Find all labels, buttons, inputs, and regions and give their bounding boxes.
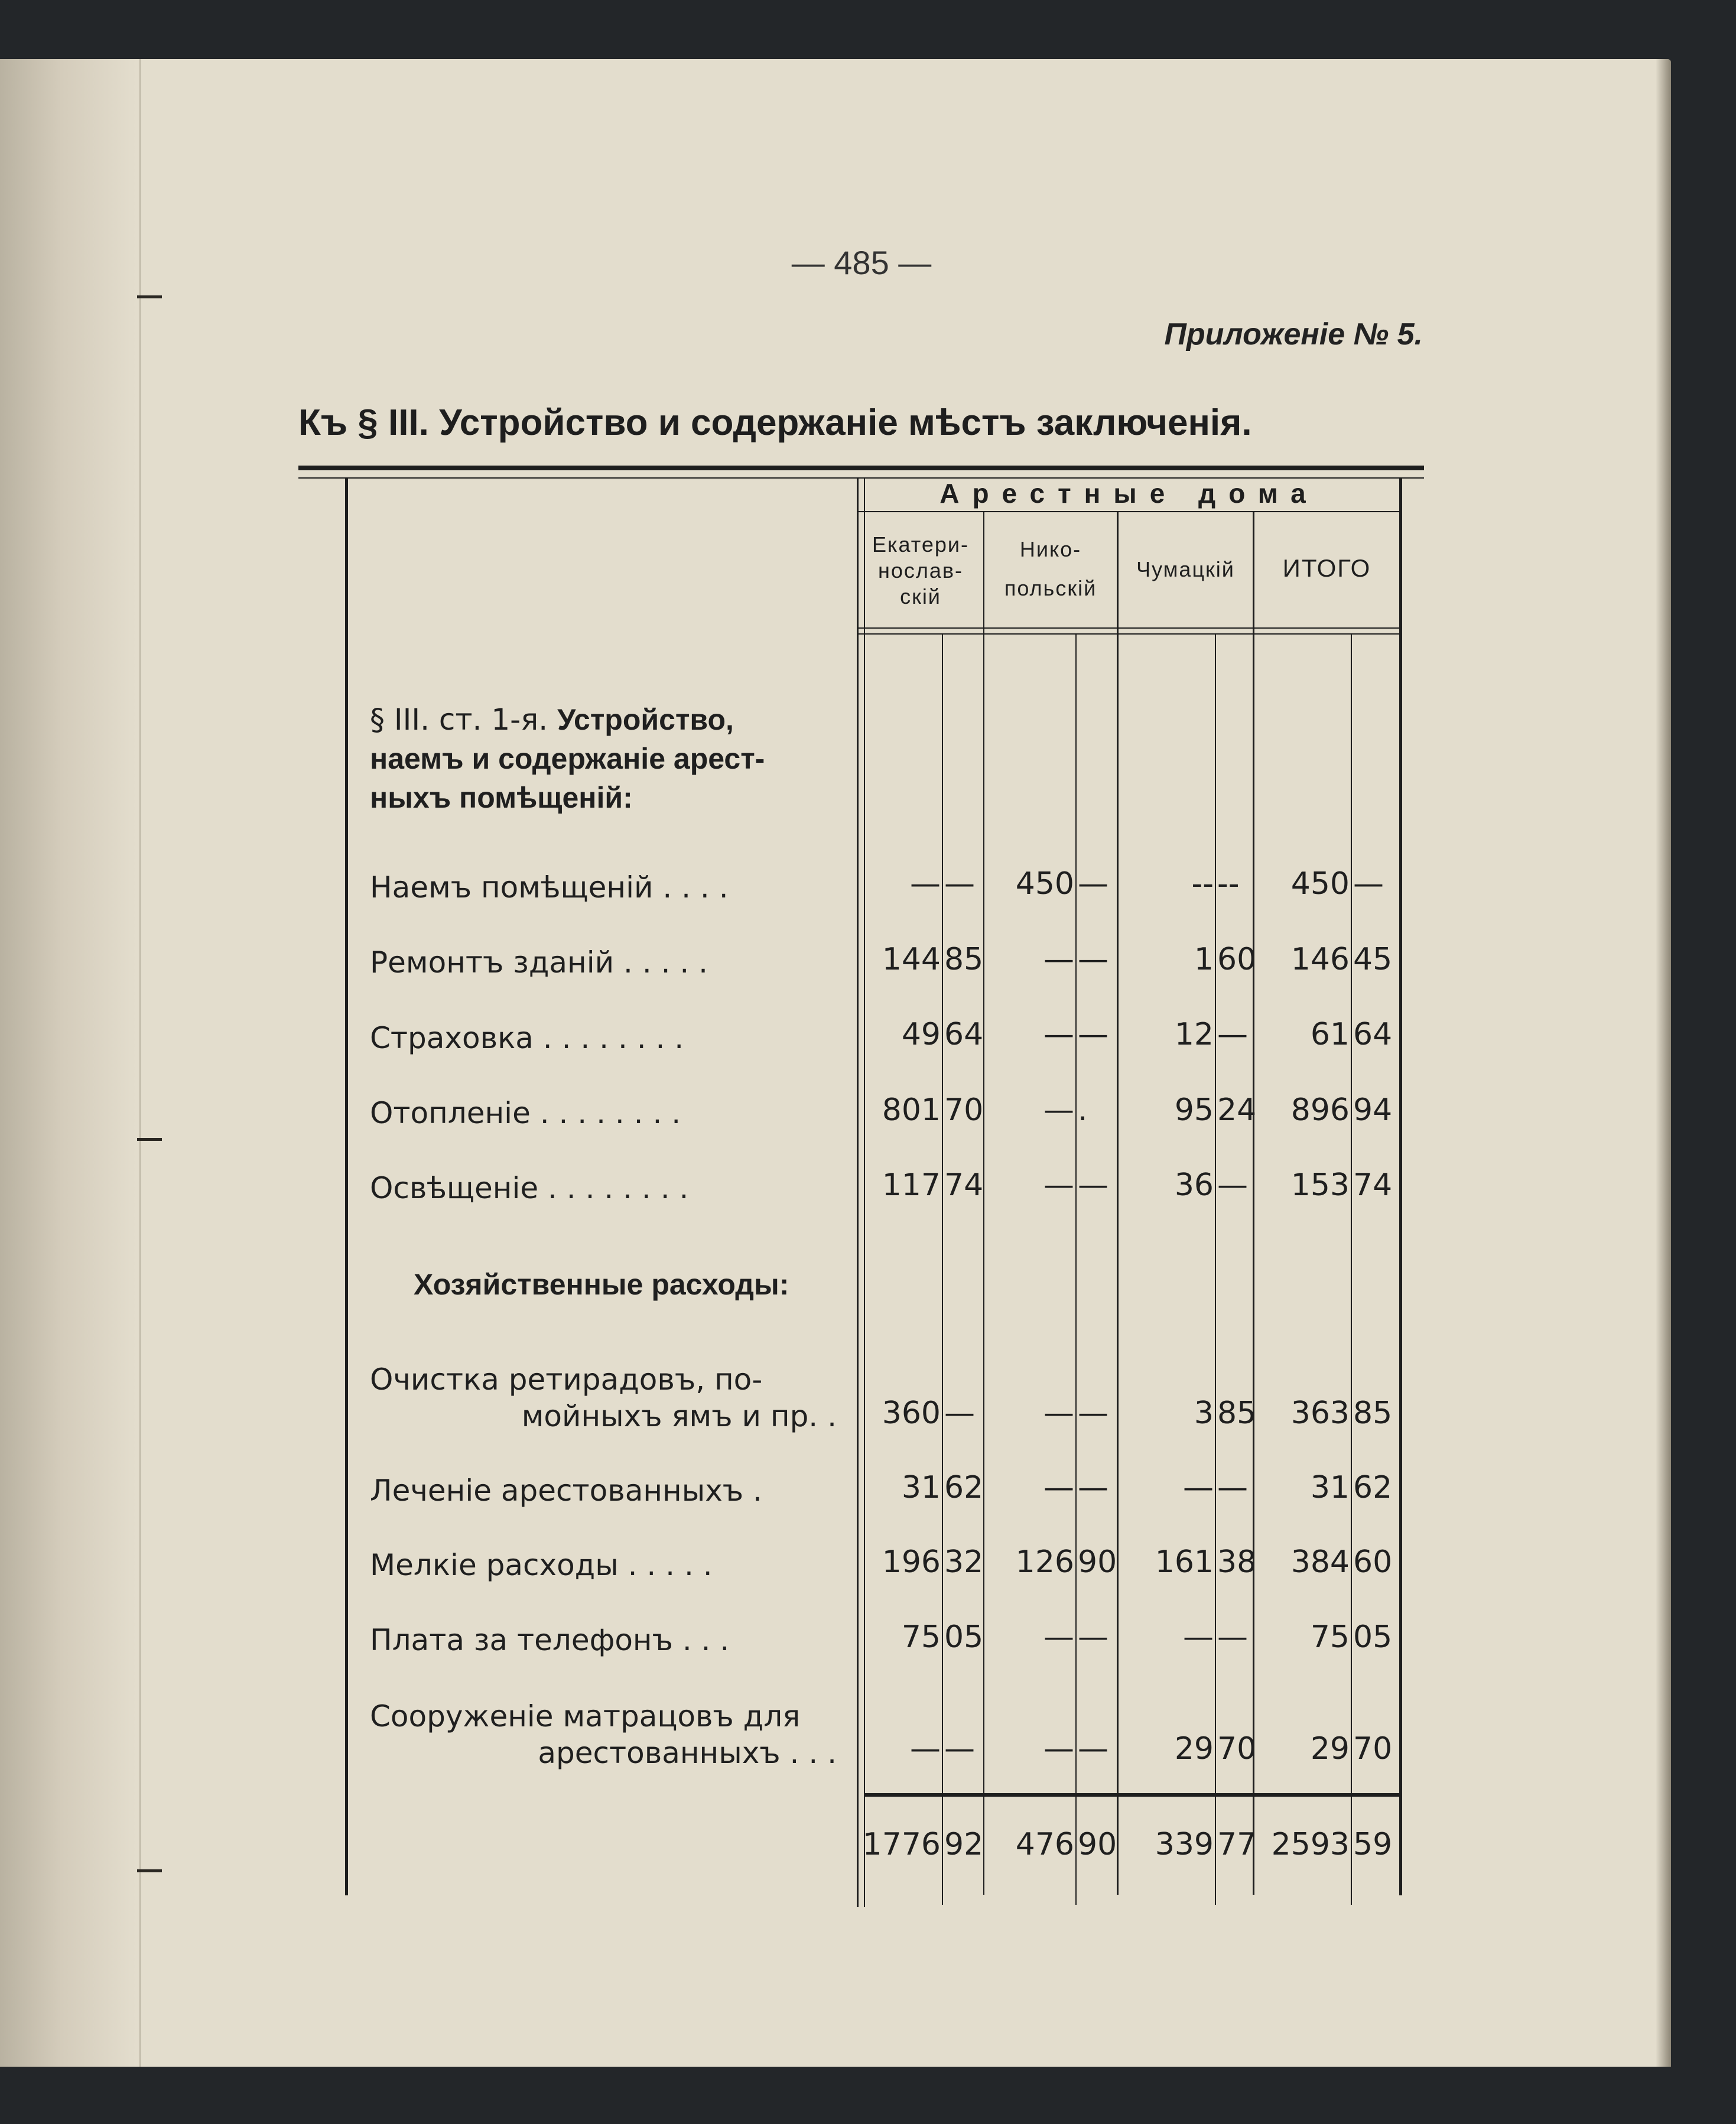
cell-rubles: — (910, 866, 941, 902)
cell-kopecks: — (1078, 1017, 1108, 1052)
cell-kopecks: — (1078, 1396, 1108, 1431)
cell-kopecks: 24 (1217, 1092, 1257, 1128)
cell-rubles: — (1043, 1619, 1074, 1655)
cell-rubles: — (1043, 1396, 1074, 1431)
page-gutter (0, 59, 136, 2067)
cell-kopecks: — (1078, 1731, 1108, 1767)
cell-kopecks: 64 (1353, 1017, 1393, 1052)
row-label-line2: арестованныхъ . . . (538, 1736, 837, 1770)
column-divider (1253, 512, 1254, 1895)
total-rubles: 476 (1015, 1827, 1074, 1862)
cell-kopecks: 70 (944, 1092, 984, 1128)
row-label: Мелкіе расходы . . . . . (370, 1548, 713, 1582)
cell-rubles: 95 (1174, 1092, 1214, 1128)
cell-rubles: 153 (1290, 1167, 1350, 1203)
cell-kopecks: 62 (1353, 1470, 1393, 1505)
header-rule-inner (858, 633, 1400, 635)
cell-rubles: — (1183, 1619, 1214, 1655)
intro-bold: Устройство, (557, 703, 734, 736)
cell-rubles: 801 (882, 1092, 941, 1128)
cell-rubles: 117 (882, 1167, 941, 1203)
row-label: Леченіе арестованныхъ . (370, 1474, 762, 1508)
total-kopecks: 92 (944, 1827, 984, 1862)
cell-rubles: — (1043, 1092, 1074, 1128)
cell-rubles: -- (1191, 866, 1214, 902)
kopeck-divider (1351, 635, 1352, 1905)
cell-kopecks: 85 (1217, 1396, 1257, 1431)
total-rubles: 1776 (862, 1827, 941, 1862)
table-right-border (1399, 477, 1402, 1895)
row-label-line1: Сооруженіе матрацовъ для (370, 1699, 801, 1733)
cell-rubles: 146 (1290, 942, 1350, 977)
cell-rubles: 75 (901, 1619, 941, 1655)
cell-rubles: — (1043, 1017, 1074, 1052)
subheading: Хозяйственные расходы: (414, 1268, 789, 1301)
cell-kopecks: 60 (1217, 942, 1257, 977)
cell-kopecks: 60 (1353, 1544, 1393, 1580)
cell-rubles: 363 (1290, 1396, 1350, 1431)
cell-kopecks: 05 (1353, 1619, 1393, 1655)
cell-rubles: — (910, 1731, 941, 1767)
column-header-line: Екатери- (872, 532, 969, 557)
cell-kopecks: — (1078, 1167, 1108, 1203)
table-left-border (345, 477, 348, 1895)
column-divider (1117, 512, 1119, 1895)
intro-prefix: § III. ст. 1-я. (370, 702, 548, 737)
page-number: — 485 — (791, 244, 932, 281)
column-header-line: скій (900, 584, 941, 609)
cell-rubles: — (1043, 942, 1074, 977)
row-label: Ремонтъ зданій . . . . . (370, 945, 708, 980)
cell-kopecks: 62 (944, 1470, 984, 1505)
page-edge (1656, 59, 1671, 2067)
binding-mark (137, 1869, 162, 1872)
column-header-chumatsky (1119, 557, 1253, 583)
cell-kopecks: 45 (1353, 942, 1393, 977)
cell-rubles: — (1043, 1167, 1074, 1203)
cell-kopecks: — (1078, 942, 1108, 977)
column-header-line: польскій (1004, 576, 1097, 600)
cell-kopecks: — (1078, 1619, 1108, 1655)
group-header: Арестные дома (939, 478, 1319, 509)
cell-kopecks: 85 (1353, 1396, 1393, 1431)
cell-rubles: — (1183, 1470, 1214, 1505)
column-divider (983, 512, 984, 1895)
total-rubles: 2593 (1271, 1827, 1350, 1862)
cell-kopecks: 90 (1078, 1544, 1117, 1580)
kopeck-divider (942, 635, 943, 1905)
cell-kopecks: — (1353, 866, 1384, 902)
cell-rubles: 196 (882, 1544, 941, 1580)
cell-kopecks: 74 (1353, 1167, 1393, 1203)
cell-kopecks: — (944, 1731, 975, 1767)
cell-kopecks: — (1217, 1167, 1248, 1203)
total-rule (864, 1793, 1400, 1797)
row-label-line2: мойныхъ ямъ и пр. . (521, 1399, 837, 1433)
cell-kopecks: . (1078, 1092, 1088, 1128)
column-header-line: ИТОГО (1282, 554, 1371, 582)
cell-kopecks: -- (1217, 866, 1240, 902)
header-rule (858, 627, 1400, 629)
cell-rubles: — (1043, 1731, 1074, 1767)
row-label: Освѣщеніе . . . . . . . . (370, 1171, 689, 1205)
cell-kopecks: — (1217, 1619, 1248, 1655)
cell-rubles: 161 (1155, 1544, 1214, 1580)
intro-bold: наемъ и содержаніе арест- (370, 742, 765, 775)
total-kopecks: 77 (1217, 1827, 1257, 1862)
cell-rubles: 384 (1290, 1544, 1350, 1580)
row-label: Страховка . . . . . . . . (370, 1021, 684, 1055)
cell-rubles: 31 (1310, 1470, 1350, 1505)
cell-rubles: 31 (901, 1470, 941, 1505)
cell-kopecks: 38 (1217, 1544, 1257, 1580)
appendix-label: Приложеніе № 5. (1164, 317, 1423, 352)
column-header-line: Нико- (1019, 537, 1082, 561)
binding-mark (137, 295, 162, 298)
column-header-line: Чумацкій (1136, 557, 1235, 581)
cell-rubles: 49 (901, 1017, 941, 1052)
cell-kopecks: — (1078, 866, 1108, 902)
title-rule-thick (298, 466, 1424, 470)
row-label-line1: Очистка ретирадовъ, по- (370, 1362, 763, 1397)
row-label: Отопленіе . . . . . . . . (370, 1096, 681, 1130)
cell-rubles: 12 (1174, 1017, 1214, 1052)
cell-kopecks: 05 (944, 1619, 984, 1655)
binding-mark (137, 1138, 162, 1141)
cell-kopecks: — (944, 1396, 975, 1431)
book-page (0, 59, 1671, 2067)
cell-kopecks: — (1217, 1017, 1248, 1052)
cell-rubles: 61 (1310, 1017, 1350, 1052)
cell-kopecks: — (1217, 1470, 1248, 1505)
cell-rubles: 29 (1310, 1731, 1350, 1767)
cell-kopecks: — (944, 866, 975, 902)
cell-kopecks: 85 (944, 942, 984, 977)
column-header-total (1254, 555, 1399, 581)
cell-rubles: 144 (882, 942, 941, 977)
total-kopecks: 59 (1353, 1827, 1393, 1862)
intro-bold: ныхъ помѣщеній: (370, 781, 633, 814)
column-header-line: нослав- (877, 558, 964, 583)
cell-kopecks: 70 (1353, 1731, 1393, 1767)
cell-kopecks: 32 (944, 1544, 984, 1580)
cell-rubles: 36 (1174, 1167, 1214, 1203)
cell-rubles: 896 (1290, 1092, 1350, 1128)
row-label: Наемъ помѣщеній . . . . (370, 870, 729, 905)
kopeck-divider (1075, 635, 1077, 1905)
cell-kopecks: — (1078, 1470, 1108, 1505)
row-label: Плата за телефонъ . . . (370, 1623, 730, 1657)
section-title: Къ § III. Устройство и содержаніе мѣстъ заключенія. (298, 402, 1252, 443)
cell-kopecks: 74 (944, 1167, 984, 1203)
cell-rubles: 450 (1290, 866, 1350, 902)
section-intro (370, 700, 854, 817)
total-kopecks: 90 (1078, 1827, 1117, 1862)
cell-rubles: 75 (1310, 1619, 1350, 1655)
group-header-rule (858, 511, 1400, 512)
column-header-nikopolsky (984, 536, 1117, 601)
cell-kopecks: 64 (944, 1017, 984, 1052)
cell-rubles: 126 (1015, 1544, 1074, 1580)
cell-rubles: 1 (1194, 942, 1214, 977)
cell-rubles: 450 (1015, 866, 1074, 902)
gutter-fold (139, 59, 141, 2067)
cell-rubles: 3 (1194, 1396, 1214, 1431)
column-header-ekaterinoslavsky (858, 532, 983, 610)
kopeck-divider (1215, 635, 1216, 1905)
cell-rubles: 29 (1174, 1731, 1214, 1767)
total-rubles: 339 (1155, 1827, 1214, 1862)
cell-rubles: 360 (882, 1396, 941, 1431)
cell-kopecks: 70 (1217, 1731, 1257, 1767)
cell-kopecks: 94 (1353, 1092, 1393, 1128)
cell-rubles: — (1043, 1470, 1074, 1505)
